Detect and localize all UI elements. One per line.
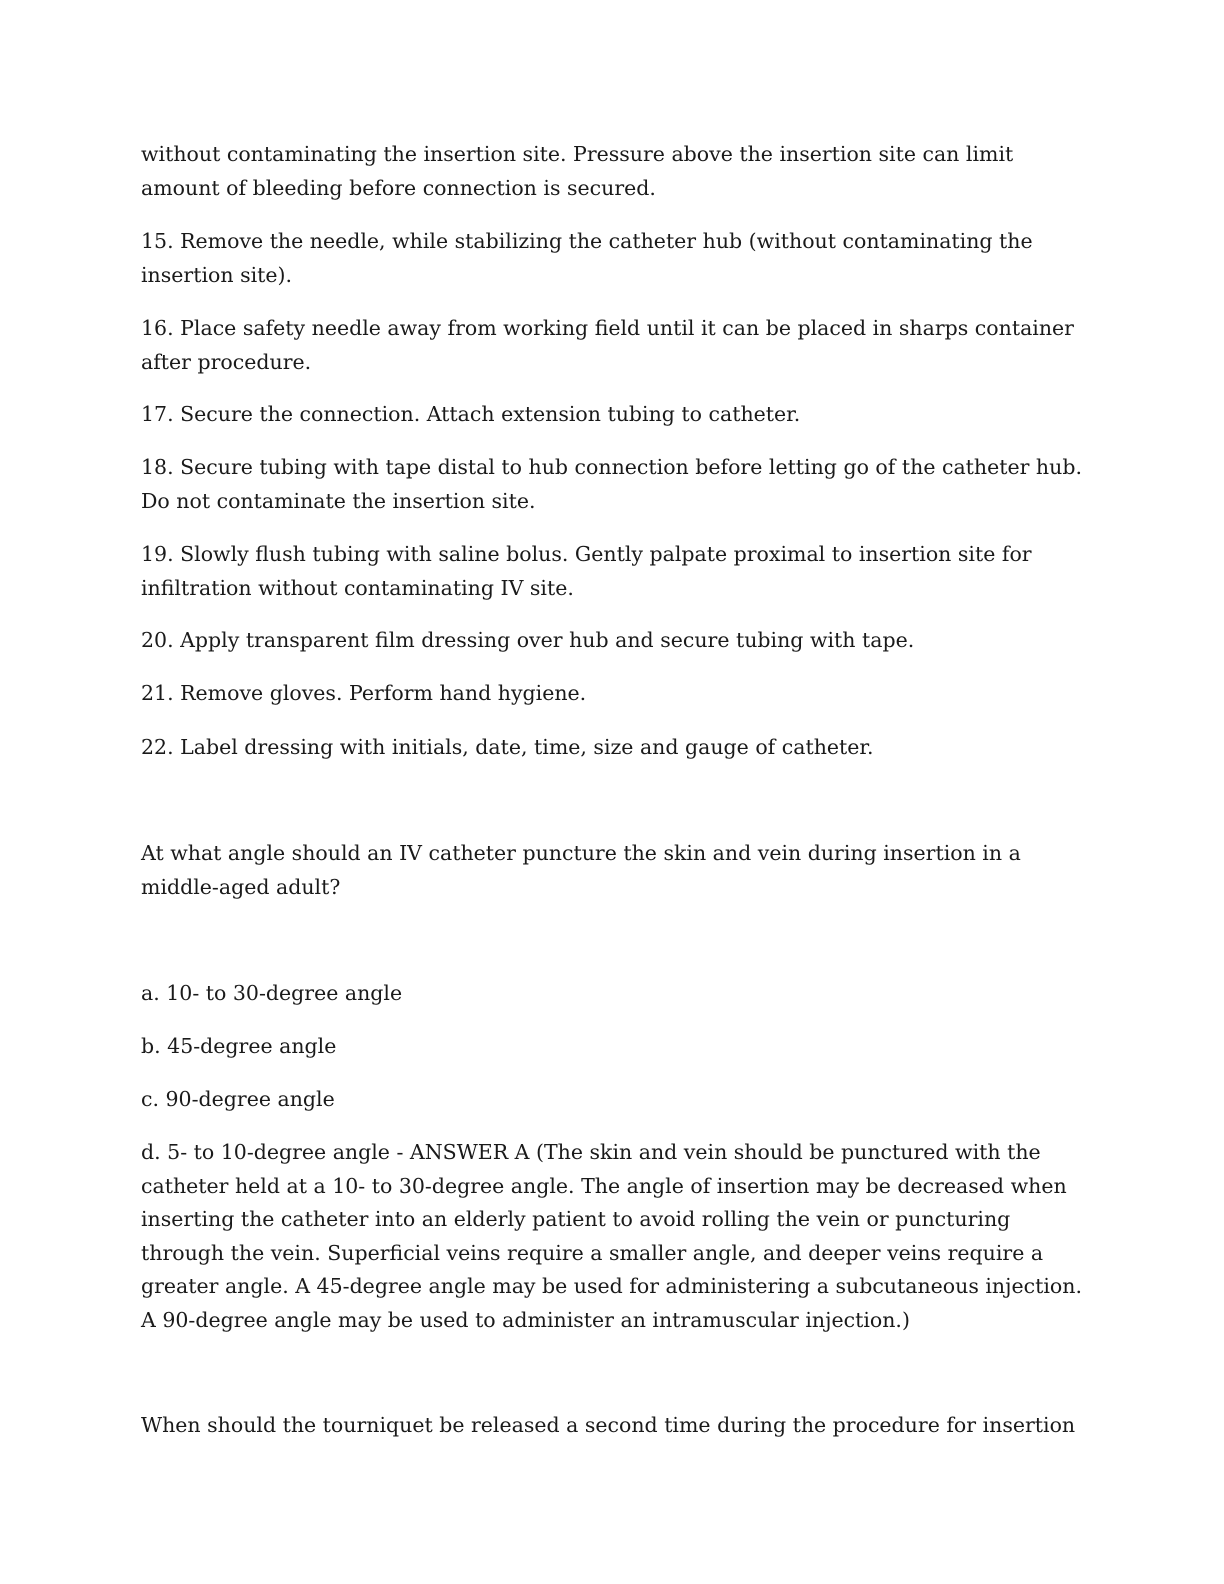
text-line: insertion site). xyxy=(141,262,293,287)
text-line: 17. Secure the connection. Attach extension tubing to catheter. xyxy=(141,402,801,426)
step-16 xyxy=(141,312,1074,379)
step-14-continued xyxy=(141,138,1071,205)
question-1-text xyxy=(141,837,1071,904)
text-line: without contaminating the insertion site. Pressure above the insertion site can limit xyxy=(141,142,1014,166)
option-b xyxy=(141,1030,1071,1064)
step-20 xyxy=(141,624,1071,658)
option-d-answer xyxy=(141,1136,1082,1337)
text-line: When should the tourniquet be released a second time during the procedure for insertion xyxy=(141,1413,1076,1437)
step-22 xyxy=(141,731,1071,765)
text-line: through the vein. Superficial veins require a smaller angle, and deeper veins require a xyxy=(141,1240,1044,1265)
text-line: 19. Slowly flush tubing with saline bolus. Gently palpate proximal to insertion site for xyxy=(141,542,1032,566)
text-line: 16. Place safety needle away from working field until it can be placed in sharps container xyxy=(141,316,1074,340)
text-line: 22. Label dressing with initials, date, time, size and gauge of catheter. xyxy=(141,735,874,759)
text-line: Do not contaminate the insertion site. xyxy=(141,488,536,513)
text-line: b. 45-degree angle xyxy=(141,1034,337,1058)
text-line: 18. Secure tubing with tape distal to hub connection before letting go of the catheter hub. xyxy=(141,455,1082,479)
text-line: At what angle should an IV catheter puncture the skin and vein during insertion in a xyxy=(141,841,1021,865)
text-line: inserting the catheter into an elderly patient to avoid rolling the vein or puncturing xyxy=(141,1207,1011,1231)
step-21 xyxy=(141,677,1071,711)
text-line: 15. Remove the needle, while stabilizing the catheter hub (without contaminating the xyxy=(141,229,1033,253)
text-line: A 90-degree angle may be used to administer an intramuscular injection.) xyxy=(141,1307,910,1332)
text-line: c. 90-degree angle xyxy=(141,1087,335,1111)
step-18 xyxy=(141,451,1082,518)
option-c xyxy=(141,1083,1071,1117)
step-15 xyxy=(141,225,1071,292)
text-line: middle-aged adult? xyxy=(141,874,341,899)
question-2-text xyxy=(141,1409,1076,1443)
text-line: catheter held at a 10- to 30-degree angle. The angle of insertion may be decreased when xyxy=(141,1173,1067,1198)
text-line: after procedure. xyxy=(141,349,312,374)
text-line: a. 10- to 30-degree angle xyxy=(141,981,403,1005)
step-19 xyxy=(141,538,1071,605)
text-line: greater angle. A 45-degree angle may be used for administering a subcutaneous injection. xyxy=(141,1274,1082,1298)
option-a xyxy=(141,977,1071,1011)
step-17 xyxy=(141,398,1071,432)
text-line: infiltration without contaminating IV site. xyxy=(141,575,574,600)
text-line: 21. Remove gloves. Perform hand hygiene. xyxy=(141,681,587,705)
text-line: 20. Apply transparent film dressing over hub and secure tubing with tape. xyxy=(141,628,915,652)
text-line: d. 5- to 10-degree angle - ANSWER A (The skin and vein should be punctured with the xyxy=(141,1140,1041,1164)
text-line: amount of bleeding before connection is secured. xyxy=(141,175,656,200)
